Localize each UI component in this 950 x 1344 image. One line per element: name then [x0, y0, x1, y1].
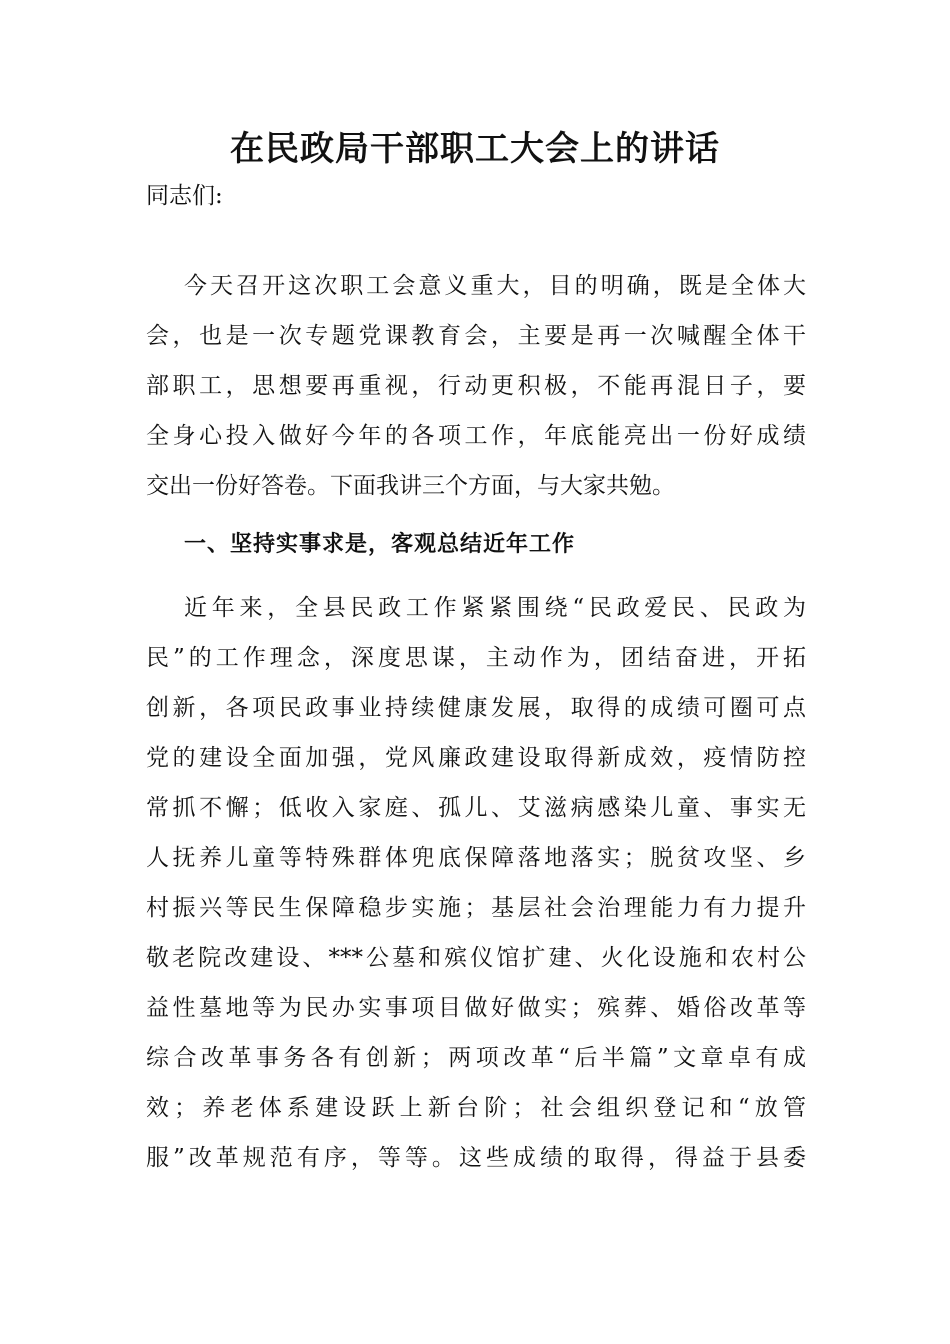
paragraph-line: 会，也是一次专题党课教育会，主要是再一次喊醒全体干 — [146, 323, 806, 349]
paragraph-line: 常抓不懈；低收入家庭、孤儿、艾滋病感染儿童、事实无 — [146, 795, 806, 821]
section-heading: 一、坚持实事求是，客观总结近年工作 — [184, 532, 576, 557]
paragraph-line: 服”改革规范有序，等等。这些成绩的取得，得益于县委 — [146, 1145, 806, 1171]
paragraph-line: 党的建设全面加强，党风廉政建设取得新成效，疫情防控 — [146, 745, 806, 771]
paragraph-line: 村振兴等民生保障稳步实施；基层社会治理能力有力提升 — [146, 895, 806, 921]
paragraph-line: 效；养老体系建设跃上新台阶；社会组织登记和“放管 — [146, 1095, 806, 1121]
paragraph-line: 人抚养儿童等特殊群体兜底保障落地落实；脱贫攻坚、乡 — [146, 845, 806, 871]
paragraph-line: 部职工，思想要再重视，行动更积极，不能再混日子，要 — [146, 373, 806, 399]
paragraph-line: 近年来，全县民政工作紧紧围绕“民政爱民、民政为 — [184, 595, 806, 621]
paragraph-line: 民”的工作理念，深度思谋，主动作为，团结奋进，开拓 — [146, 645, 806, 671]
document-title: 在民政局干部职工大会上的讲话 — [230, 129, 720, 169]
paragraph-line: 益性墓地等为民办实事项目做好做实；殡葬、婚俗改革等 — [146, 995, 806, 1021]
paragraph-line: 敬老院改建设、***公墓和殡仪馆扩建、火化设施和农村公 — [146, 945, 806, 971]
paragraph-line: 今天召开这次职工会意义重大，目的明确，既是全体大 — [184, 273, 806, 299]
paragraph-line: 创新，各项民政事业持续健康发展，取得的成绩可圈可点 — [146, 695, 806, 721]
paragraph-line: 综合改革事务各有创新；两项改革“后半篇”文章卓有成 — [146, 1045, 806, 1071]
paragraph-line: 交出一份好答卷。下面我讲三个方面，与大家共勉。 — [146, 473, 675, 499]
salutation: 同志们: — [146, 183, 223, 209]
paragraph-line: 全身心投入做好今年的各项工作，年底能亮出一份好成绩 — [146, 423, 806, 449]
